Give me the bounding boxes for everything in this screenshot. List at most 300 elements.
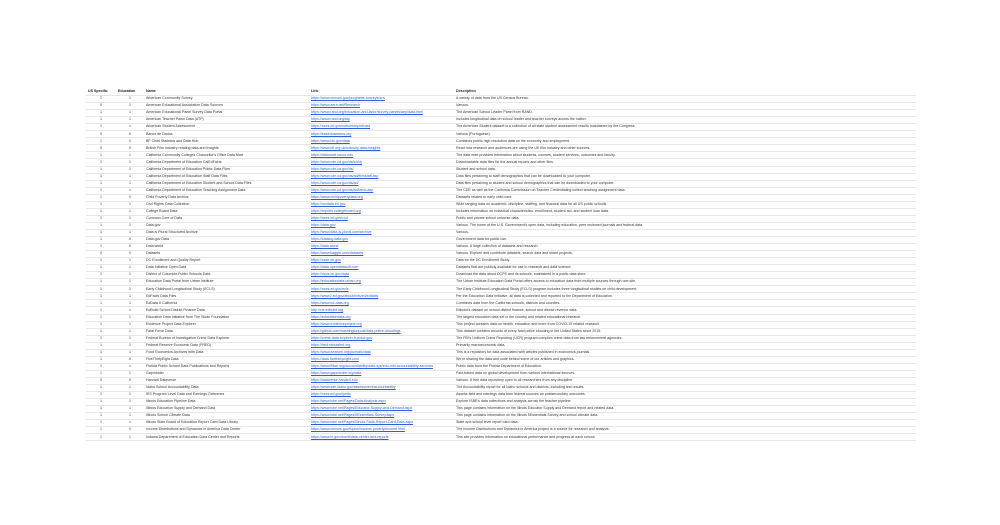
link-cell[interactable]: https://www.evidenceproject.org: [309, 321, 454, 328]
us-specific-cell: 0: [86, 377, 116, 384]
name-cell: Idaho School Accountability Data: [144, 384, 309, 391]
us-specific-cell: 1: [86, 427, 116, 434]
education-cell: 0: [116, 251, 144, 258]
education-cell: 1: [116, 413, 144, 420]
table-row: [86, 222, 916, 229]
name-cell: Federal Bureau of Investigation Crime Data Explorer: [144, 335, 309, 342]
table-row: [86, 180, 916, 187]
us-specific-cell: 1: [86, 258, 116, 265]
description-cell: Assess field and earnings data from federal sources on postsecondary outcomes.: [454, 392, 916, 399]
us-specific-cell: 1: [86, 286, 116, 293]
us-specific-cell: 1: [86, 159, 116, 166]
column-header[interactable]: Link: [309, 89, 454, 96]
link-cell[interactable]: https://reports.collegeboard.org: [309, 208, 454, 215]
name-cell: FiveThirtyEight Data: [144, 356, 309, 363]
link-cell[interactable]: https://www2.ed.gov/about/inits/ed/edfacts: [309, 293, 454, 300]
description-cell: The data mart provides information about students, courses, student services, outcomes and faculty.: [454, 152, 916, 159]
name-cell: California Department of Education Teaching Assignment Data: [144, 187, 309, 194]
us-specific-cell: 1: [86, 222, 116, 229]
table-row: [86, 187, 916, 194]
us-specific-cell: 1: [86, 187, 116, 194]
table-row: [86, 335, 916, 342]
us-specific-cell: 0: [86, 103, 116, 110]
column-header[interactable]: Description: [454, 89, 916, 96]
table-row: [86, 363, 916, 370]
us-specific-cell: 0: [86, 251, 116, 258]
education-cell: 0: [116, 377, 144, 384]
link-cell[interactable]: https://educationdata.urban.org: [309, 279, 454, 286]
name-cell: DC Enrollment and Quality Report: [144, 258, 309, 265]
name-cell: IES Program Level Data and Earnings Outcomes: [144, 392, 309, 399]
us-specific-cell: 1: [86, 349, 116, 356]
link-cell[interactable]: https://nces.ed.gov/nationsreportcard: [309, 124, 454, 131]
table-row: [86, 131, 916, 138]
description-cell: This site provides information on educational performance and progress at each school.: [454, 434, 916, 441]
description-cell: Explore ISBE's data collections and analysis across the teacher pipeline.: [454, 399, 916, 406]
link-cell[interactable]: https://www.childpovertydata.org: [309, 194, 454, 201]
education-cell: 1: [116, 96, 144, 103]
table-row: [86, 244, 916, 251]
description-cell: The CDE as well as the California Commission on Teacher Credentialing collect teaching assignment data.: [454, 187, 916, 194]
table-row: [86, 145, 916, 152]
education-cell: 1: [116, 103, 144, 110]
us-specific-cell: 1: [86, 342, 116, 349]
education-cell: 0: [116, 244, 144, 251]
table-row: [86, 406, 916, 413]
link-cell[interactable]: https://www.fldoe.org/accountability/data-sys/edu-info-accountability-services: [309, 363, 454, 370]
table-row: [86, 377, 916, 384]
table-row: [86, 152, 916, 159]
table-row: [86, 103, 916, 110]
table-row: [86, 229, 916, 236]
name-cell: California Department of Education CalEdFacts: [144, 159, 309, 166]
link-cell[interactable]: https://www.in.gov/doe/it/data-center-and-reports: [309, 434, 454, 441]
name-cell: Income Distributions and Dynamics in America Data Center: [144, 427, 309, 434]
table-row: [86, 201, 916, 208]
name-cell: EdBuild School District Finance Data: [144, 307, 309, 314]
link-cell[interactable]: https://nces.ed.gov/ccd: [309, 215, 454, 222]
education-cell: 1: [116, 279, 144, 286]
name-cell: British Film Industry reading data and insights: [144, 145, 309, 152]
link-cell[interactable]: https://www.rand.org/education-and-labor/survey-panels/aep/data.html: [309, 110, 454, 117]
description-cell: This is a repository for data associated with articles published in economics journals.: [454, 349, 916, 356]
link-cell[interactable]: https://www.isbe.net/Pages/Illinois-State-Report-Card-Data.aspx: [309, 420, 454, 427]
education-cell: 0: [116, 145, 144, 152]
link-cell[interactable]: https://www.sde.idaho.gov/assessment/accountability: [309, 384, 454, 391]
education-cell: 1: [116, 187, 144, 194]
us-specific-cell: 1: [86, 173, 116, 180]
description-cell: Fact-based data on global development from various international sources.: [454, 370, 916, 377]
link-cell[interactable]: https://fred.stlouisfed.org: [309, 342, 454, 349]
education-cell: 1: [116, 328, 144, 335]
link-cell[interactable]: http://viz.edbuild.org: [309, 307, 454, 314]
name-cell: Early Childhood Longitudinal Study (ECLS): [144, 286, 309, 293]
us-specific-cell: 1: [86, 124, 116, 131]
table-row: [86, 307, 916, 314]
table-row: [86, 124, 916, 131]
table-row: [86, 279, 916, 286]
us-specific-cell: 1: [86, 321, 116, 328]
education-cell: 1: [116, 392, 144, 399]
education-cell: 1: [116, 384, 144, 391]
education-cell: 0: [116, 138, 144, 145]
table-row: [86, 117, 916, 124]
education-cell: 1: [116, 349, 144, 356]
column-header[interactable]: Education: [116, 89, 144, 96]
description-cell: Downloadable data files for the annual reports and other files.: [454, 159, 916, 166]
table-row: [86, 384, 916, 391]
us-specific-cell: 1: [86, 399, 116, 406]
link-cell[interactable]: https://www.kaggle.com/datasets: [309, 251, 454, 258]
name-cell: Federal Reserve Economic Data (FRED): [144, 342, 309, 349]
link-cell[interactable]: https://www.cde.ca.gov/ds/ad/: [309, 180, 454, 187]
name-cell: Illinois Education Supply and Demand Data: [144, 406, 309, 413]
name-cell: California Department of Education Student and School Data Files: [144, 180, 309, 187]
description-cell: Public data from the Florida Department of Education.: [454, 363, 916, 370]
education-cell: 1: [116, 215, 144, 222]
name-cell: Harvard Dataverse: [144, 377, 309, 384]
name-cell: Illinois Education Pipeline Data: [144, 399, 309, 406]
education-cell: 1: [116, 201, 144, 208]
us-specific-cell: 1: [86, 208, 116, 215]
education-cell: 1: [116, 124, 144, 131]
link-cell[interactable]: https://www.ed-data.org: [309, 300, 454, 307]
name-cell: Gapminder: [144, 370, 309, 377]
link-cell[interactable]: https://dataverse.harvard.edu: [309, 377, 454, 384]
education-cell: 1: [116, 272, 144, 279]
name-cell: Data Initiative Open Data: [144, 265, 309, 272]
description-cell: Various (Portuguese).: [454, 131, 916, 138]
name-cell: Illinois School Climate Data: [144, 413, 309, 420]
us-specific-cell: 1: [86, 328, 116, 335]
us-specific-cell: 1: [86, 384, 116, 391]
name-cell: District of Columbia Public Schools Data: [144, 272, 309, 279]
us-specific-cell: 1: [86, 229, 116, 236]
table-row: [86, 272, 916, 279]
us-specific-cell: 1: [86, 201, 116, 208]
link-cell[interactable]: https://www.aeaweb.org/journals/data: [309, 349, 454, 356]
name-cell: Florida Public School Data Publications and Reports: [144, 363, 309, 370]
table-row: [86, 293, 916, 300]
description-cell: Download the data about DCPS and its schools, maintained in a public data store.: [454, 272, 916, 279]
description-cell: We're sharing the data and code behind some of our articles and graphics.: [454, 356, 916, 363]
table-row: [86, 399, 916, 406]
link-cell[interactable]: https://www.isbe.net/Pages/5Essentials-Survey.aspx: [309, 413, 454, 420]
education-cell: 1: [116, 321, 144, 328]
link-cell[interactable]: https://www.cde.ca.gov/ds/ad/filesstaff.asp: [309, 173, 454, 180]
education-cell: 0: [116, 194, 144, 201]
link-cell[interactable]: https://nces.ed.gov/ipeds: [309, 392, 454, 399]
us-specific-cell: 1: [86, 236, 116, 243]
link-cell[interactable]: https://data.opendatasoft.com: [309, 265, 454, 272]
link-cell[interactable]: https://ocrdata.ed.gov: [309, 201, 454, 208]
education-cell: 1: [116, 307, 144, 314]
us-specific-cell: 1: [86, 406, 116, 413]
name-cell: EdData II California: [144, 300, 309, 307]
table-row: [86, 427, 916, 434]
link-cell[interactable]: https://www.bfi.org.uk/industry-data-insights: [309, 145, 454, 152]
education-cell: 1: [116, 208, 144, 215]
education-cell: 1: [116, 342, 144, 349]
table-row: [86, 420, 916, 427]
us-specific-cell: 1: [86, 215, 116, 222]
education-cell: 1: [116, 222, 144, 229]
description-cell: Includes longitudinal data on school leader and teacher surveys across the nation.: [454, 117, 916, 124]
name-cell: College Board Data: [144, 208, 309, 215]
us-specific-cell: 1: [86, 363, 116, 370]
us-specific-cell: 0: [86, 131, 116, 138]
us-specific-cell: 1: [86, 300, 116, 307]
description-cell: Edbuild's dataset on school district finance, school and district revenue data.: [454, 307, 916, 314]
description-cell: Data files pertaining to staff demographics that can be downloaded to your computer.: [454, 173, 916, 180]
table-row: [86, 208, 916, 215]
education-cell: 1: [116, 335, 144, 342]
description-cell: Combines public high resolution data on the economy and employment.: [454, 138, 916, 145]
name-cell: Illinois State Board of Education Report Card Data Library: [144, 420, 309, 427]
name-cell: Fatal Force Data: [144, 328, 309, 335]
us-specific-cell: 1: [86, 272, 116, 279]
name-cell: BF Child Statistics and Data Hub: [144, 138, 309, 145]
table-row: [86, 342, 916, 349]
description-cell: This page contains information on the Illinois Educator Supply and Demand report and related data.: [454, 406, 916, 413]
description-cell: Wide ranging data on academic, discipline, staffing, and financial data for all US public schools.: [454, 201, 916, 208]
education-cell: 1: [116, 229, 144, 236]
us-specific-cell: 1: [86, 392, 116, 399]
table-row: [86, 349, 916, 356]
name-cell: Datasets: [144, 251, 309, 258]
description-cell: Various. A large collection of datasets and research.: [454, 244, 916, 251]
column-header[interactable]: US Specific: [86, 89, 116, 96]
description-cell: This dataset contains records of every fatal police shooting in the United States since 2015.: [454, 328, 916, 335]
table-row: [86, 356, 916, 363]
us-specific-cell: 1: [86, 180, 116, 187]
table-row: [86, 138, 916, 145]
us-specific-cell: 1: [86, 117, 116, 124]
link-cell[interactable]: https://www.data-is-plural.com/archive: [309, 229, 454, 236]
table-row: [86, 286, 916, 293]
education-cell: 1: [116, 166, 144, 173]
us-specific-cell: 1: [86, 166, 116, 173]
link-cell[interactable]: https://data.world: [309, 244, 454, 251]
us-specific-cell: 1: [86, 96, 116, 103]
table-row: [86, 173, 916, 180]
description-cell: This page contains information on the Illinois 5Essentials Survey and school climate data.: [454, 413, 916, 420]
link-cell[interactable]: https://crime-data-explorer.fr.cloud.gov: [309, 335, 454, 342]
description-cell: Various. A free data repository open to all researchers from any discipline.: [454, 377, 916, 384]
us-specific-cell: 1: [86, 293, 116, 300]
description-cell: The American Student dataset is a collection of all state student assessment results maintained by the Congress.: [454, 124, 916, 131]
description-cell: Various.: [454, 229, 916, 236]
link-cell[interactable]: https://dcps.dc.gov/data: [309, 272, 454, 279]
table-row: [86, 370, 916, 377]
description-cell: Read how research and audiences are using the UK film industry and other sources.: [454, 145, 916, 152]
description-cell: Student and school data.: [454, 166, 916, 173]
name-cell: EdFacts Data Files: [144, 293, 309, 300]
name-cell: American Community Survey: [144, 96, 309, 103]
education-cell: 1: [116, 314, 144, 321]
us-specific-cell: 1: [86, 420, 116, 427]
name-cell: California Department of Education Staff Data Files: [144, 173, 309, 180]
link-cell[interactable]: https://www.aera.net/Research: [309, 103, 454, 110]
table-row: [86, 265, 916, 272]
us-specific-cell: 1: [86, 314, 116, 321]
education-cell: 1: [116, 420, 144, 427]
link-cell[interactable]: https://www.rand.org/atp: [309, 117, 454, 124]
link-cell[interactable]: https://github.com/washingtonpost/data-police-shootings: [309, 328, 454, 335]
link-cell[interactable]: https://osse.dc.gov: [309, 258, 454, 265]
link-cell[interactable]: https://datamart.cccco.edu: [309, 152, 454, 159]
table-row: [86, 236, 916, 243]
description-cell: The Accountability report for all Idaho schools and districts, including test results.: [454, 384, 916, 391]
link-cell[interactable]: https://www.bls.gov/data: [309, 138, 454, 145]
table-row: [86, 251, 916, 258]
name-cell: Food Economics Archives with Data: [144, 349, 309, 356]
education-cell: 1: [116, 117, 144, 124]
name-cell: California Department of Education Public Data Files: [144, 166, 309, 173]
table-row: [86, 166, 916, 173]
education-cell: 1: [116, 370, 144, 377]
table-row: [86, 215, 916, 222]
table-row: [86, 258, 916, 265]
description-cell: Per the Education Data Initiative, all data is collected and reported to the Department of Education.: [454, 293, 916, 300]
description-cell: Datasets that are publicly available for use in research and data science.: [454, 265, 916, 272]
education-cell: 1: [116, 300, 144, 307]
education-cell: 0: [116, 427, 144, 434]
link-cell[interactable]: https://www.cde.ca.gov/ds/ad/tamo.asp: [309, 187, 454, 194]
education-cell: 1: [116, 434, 144, 441]
us-specific-cell: 1: [86, 307, 116, 314]
education-cell: 1: [116, 286, 144, 293]
name-cell: Education Data Initiative from The Sloan Foundation: [144, 314, 309, 321]
us-specific-cell: 0: [86, 145, 116, 152]
link-cell[interactable]: https://nces.ed.gov/ecls: [309, 286, 454, 293]
name-cell: American Educational Panel Survey Data Portal: [144, 110, 309, 117]
education-cell: 1: [116, 293, 144, 300]
us-specific-cell: 1: [86, 279, 116, 286]
link-cell[interactable]: https://catalog.data.gov: [309, 236, 454, 243]
us-specific-cell: 1: [86, 265, 116, 272]
table-row: [86, 392, 916, 399]
table-row: [86, 314, 916, 321]
us-specific-cell: 1: [86, 356, 116, 363]
description-cell: A variety of data from the US Census Bureau.: [454, 96, 916, 103]
table-row: [86, 194, 916, 201]
education-cell: 1: [116, 152, 144, 159]
description-cell: The FBI's Uniform Crime Reporting (UCR) program compiles crime data from law enforcement agencies.: [454, 335, 916, 342]
link-cell[interactable]: https://educationdata.org: [309, 314, 454, 321]
link-cell[interactable]: https://www.cde.ca.gov/ds/sd/cb: [309, 159, 454, 166]
us-specific-cell: 1: [86, 138, 116, 145]
education-cell: 1: [116, 265, 144, 272]
name-cell: Banco de Dados: [144, 131, 309, 138]
name-cell: American Teacher Panel Data (ATP): [144, 117, 309, 124]
description-cell: Government data for public use.: [454, 236, 916, 243]
education-cell: 1: [116, 180, 144, 187]
description-cell: The Early Childhood Longitudinal Study (ECLS) program includes three longitudinal studies on child development.: [454, 286, 916, 293]
link-cell[interactable]: https://data.gov: [309, 222, 454, 229]
education-cell: 1: [116, 258, 144, 265]
us-specific-cell: 1: [86, 244, 116, 251]
description-cell: Includes information on individual characteristics, enrollment, student aid, and student loan data.: [454, 208, 916, 215]
name-cell: Data.world: [144, 244, 309, 251]
education-cell: 0: [116, 356, 144, 363]
link-cell[interactable]: https://www.gapminder.org/data: [309, 370, 454, 377]
table-row: [86, 413, 916, 420]
us-specific-cell: 1: [86, 194, 116, 201]
table-row: [86, 328, 916, 335]
spreadsheet-table: [86, 89, 916, 441]
education-cell: 1: [116, 406, 144, 413]
description-cell: Various.: [454, 103, 916, 110]
table-row: [86, 159, 916, 166]
link-cell[interactable]: https://www.census.gov/topics/income-poverty/income.html: [309, 427, 454, 434]
description-cell: The largest education data set in the country and related educational research.: [454, 314, 916, 321]
table-row: [86, 96, 916, 103]
table-row: [86, 321, 916, 328]
name-cell: Education Data Portal from Urban Institute: [144, 279, 309, 286]
description-cell: The Urban Institute Education Data Portal offers access to education data from multiple sources through one site.: [454, 279, 916, 286]
description-cell: The American School Leader Panel from RAND.: [454, 110, 916, 117]
education-cell: 0: [116, 131, 144, 138]
description-cell: Datasets related to early child care.: [454, 194, 916, 201]
name-cell: American Educational Association Data Sources: [144, 103, 309, 110]
link-cell[interactable]: https://www.isbe.net/Pages/Educator-Supply-and-Demand.aspx: [309, 406, 454, 413]
us-specific-cell: 1: [86, 413, 116, 420]
us-specific-cell: 1: [86, 152, 116, 159]
link-cell[interactable]: https://www.cde.ca.gov/ds/: [309, 166, 454, 173]
name-cell: American Student Assessment: [144, 124, 309, 131]
education-cell: 1: [116, 173, 144, 180]
description-cell: Various. Explore and contribute datasets, search data and share projects.: [454, 251, 916, 258]
column-header[interactable]: Name: [144, 89, 309, 96]
name-cell: Data is Plural Structured Archive: [144, 229, 309, 236]
link-cell[interactable]: https://www.isbe.net/Pages/Data-Analysis.aspx: [309, 399, 454, 406]
name-cell: Common Core of Data: [144, 215, 309, 222]
description-cell: Primarily macroeconomic data.: [454, 342, 916, 349]
name-cell: Indiana Department of Education Data Center and Reports: [144, 434, 309, 441]
education-cell: 0: [116, 236, 144, 243]
description-cell: Public and private school universe data.: [454, 215, 916, 222]
education-cell: 1: [116, 363, 144, 370]
name-cell: Data.gov Data: [144, 236, 309, 243]
description-cell: Combines data from the California schools, districts and counties.: [454, 300, 916, 307]
education-cell: 1: [116, 159, 144, 166]
name-cell: Civil Rights Data Collection: [144, 201, 309, 208]
table-row: [86, 110, 916, 117]
link-cell[interactable]: https://www.census.gov/programs-surveys/acs: [309, 96, 454, 103]
name-cell: Child Poverty Data Archive: [144, 194, 309, 201]
description-cell: The Income Distributions and Dynamics in America project is a source for research and analysis.: [454, 427, 916, 434]
us-specific-cell: 1: [86, 335, 116, 342]
description-cell: Data for the DC Enrollment Study.: [454, 258, 916, 265]
name-cell: California Community Colleges Chancellor's Office Data Mart: [144, 152, 309, 159]
description-cell: Data files pertaining to student and school demographics that can be downloaded to your computer.: [454, 180, 916, 187]
us-specific-cell: 1: [86, 434, 116, 441]
table-row: [86, 300, 916, 307]
link-cell[interactable]: https://data.fivethirtyeight.com: [309, 356, 454, 363]
education-cell: 1: [116, 399, 144, 406]
description-cell: Various. The home of the U.S. Government's open data, including education, peer reviewed journals and federal data.: [454, 222, 916, 229]
us-specific-cell: 1: [86, 370, 116, 377]
us-specific-cell: 1: [86, 110, 116, 117]
name-cell: Evidence Project Data Explorer: [144, 321, 309, 328]
education-cell: 1: [116, 110, 144, 117]
description-cell: This project contains data on health, education and more from COVID-19 related research.: [454, 321, 916, 328]
table-row: [86, 434, 916, 441]
description-cell: State and school level report card data.: [454, 420, 916, 427]
link-cell[interactable]: https://basedosdados.org: [309, 131, 454, 138]
name-cell: Data.gov: [144, 222, 309, 229]
